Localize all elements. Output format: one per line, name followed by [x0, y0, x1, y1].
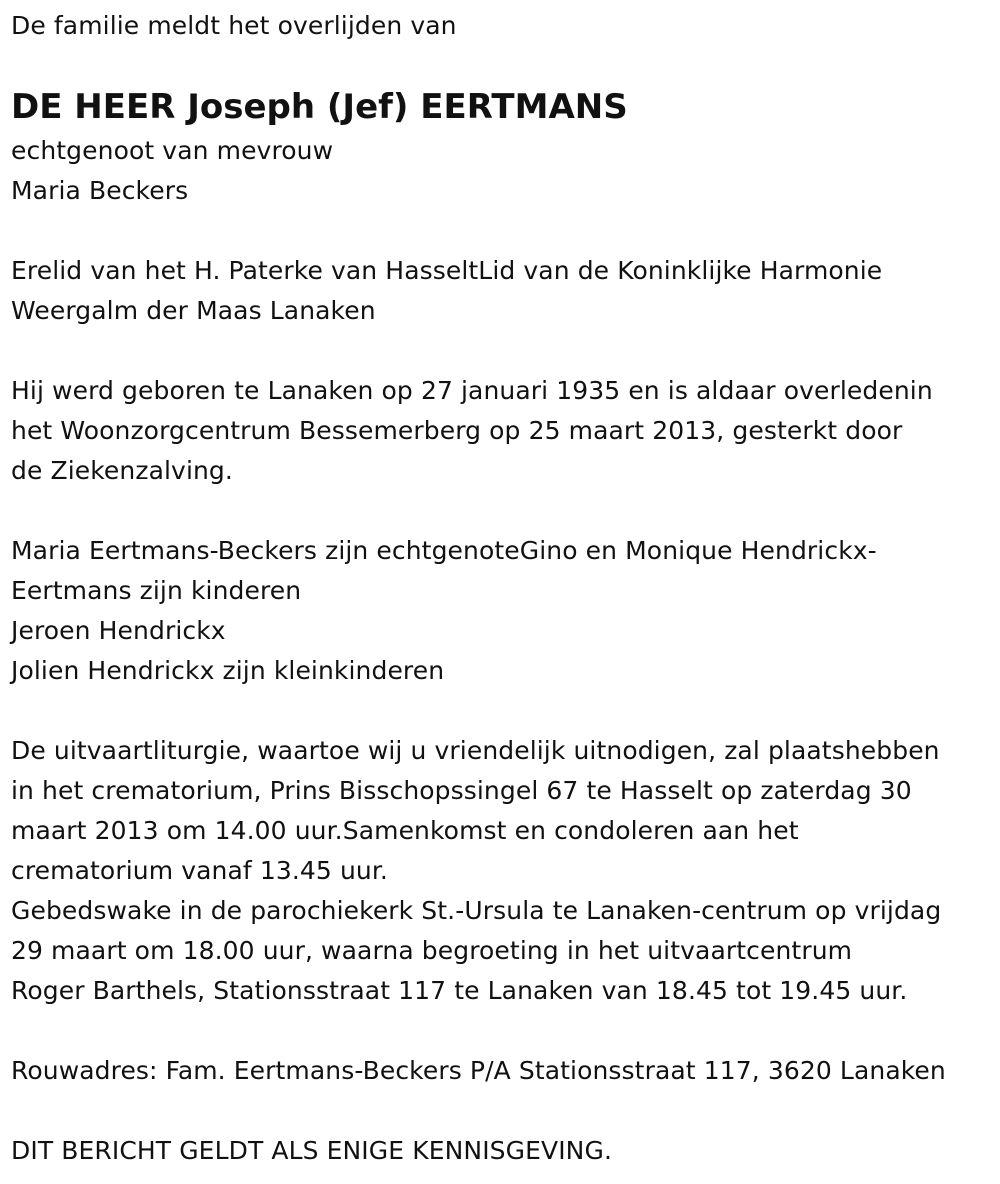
ceremony-line: De uitvaartliturgie, waartoe wij u vriendelijk uitnodigen, zal plaatshebben: [11, 736, 940, 765]
biography-line: het Woonzorgcentrum Bessemerberg op 25 maart 2013, gesterkt door: [11, 416, 903, 445]
address-paragraph: [11, 1051, 996, 1091]
family-paragraph: [11, 531, 996, 691]
ceremony-line: Roger Barthels, Stationsstraat 117 te Lanaken van 18.45 tot 19.45 uur.: [11, 976, 908, 1005]
closing-statement: DIT BERICHT GELDT ALS ENIGE KENNISGEVING.: [11, 1136, 612, 1165]
biography-line: de Ziekenzalving.: [11, 456, 233, 485]
mourning-address: Rouwadres: Fam. Eertmans-Beckers P/A Stationsstraat 117, 3620 Lanaken: [11, 1056, 946, 1085]
family-line: Jolien Hendrickx zijn kleinkinderen: [11, 656, 445, 685]
ceremony-paragraph: [11, 731, 996, 1011]
death-notice: [11, 0, 996, 1171]
honors-line: Erelid van het H. Paterke van HasseltLid van de Koninklijke Harmonie: [11, 256, 883, 285]
honors-line: Weergalm der Maas Lanaken: [11, 296, 376, 325]
biography-paragraph: [11, 371, 996, 491]
ceremony-line: 29 maart om 18.00 uur, waarna begroeting in het uitvaartcentrum: [11, 936, 853, 965]
family-line: Eertmans zijn kinderen: [11, 576, 302, 605]
deceased-name: DE HEER Joseph (Jef) EERTMANS: [11, 87, 628, 127]
family-line: Jeroen Hendrickx: [11, 616, 226, 645]
closing-paragraph: [11, 1131, 996, 1171]
spouse-name: Maria Beckers: [11, 176, 189, 205]
family-line: Maria Eertmans-Beckers zijn echtgenoteGino en Monique Hendrickx-: [11, 536, 877, 565]
ceremony-line: Gebedswake in de parochiekerk St.-Ursula te Lanaken-centrum op vrijdag: [11, 896, 942, 925]
relation-line: echtgenoot van mevrouw: [11, 136, 334, 165]
ceremony-line: maart 2013 om 14.00 uur.Samenkomst en condoleren aan het: [11, 816, 799, 845]
intro-text: De familie meldt het overlijden van: [11, 11, 457, 40]
ceremony-line: in het crematorium, Prins Bisschopssingel 67 te Hasselt op zaterdag 30: [11, 776, 912, 805]
honors-paragraph: [11, 251, 996, 331]
biography-line: Hij werd geboren te Lanaken op 27 januari 1935 en is aldaar overledenin: [11, 376, 933, 405]
ceremony-line: crematorium vanaf 13.45 uur.: [11, 856, 388, 885]
